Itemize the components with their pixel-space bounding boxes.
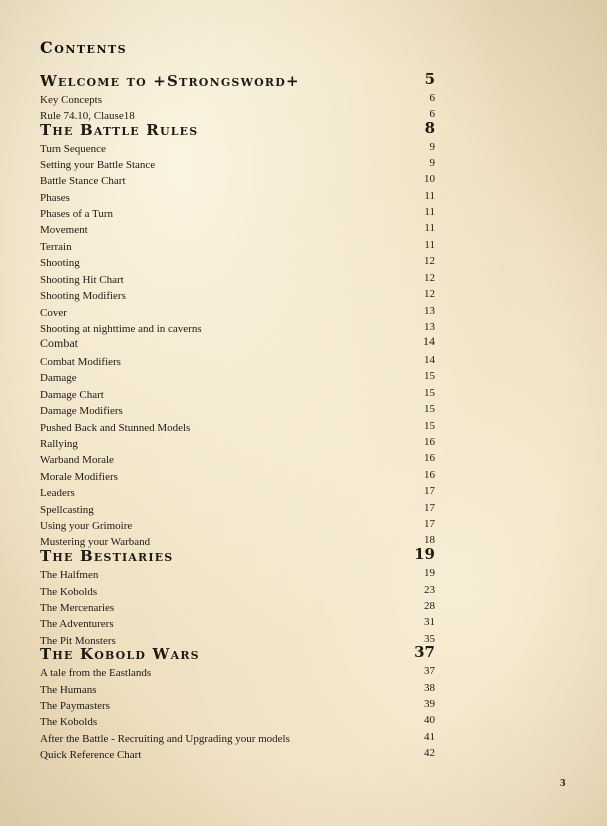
toc-entry[interactable]: [40, 516, 435, 532]
toc-label: Damage Chart: [40, 389, 104, 401]
toc-label: Turn Sequence: [40, 143, 106, 155]
toc-entry[interactable]: [40, 565, 435, 581]
toc-label: The Pit Monsters: [40, 635, 116, 647]
toc-label: The Kobolds: [40, 716, 98, 728]
toc-label: Damage Modifiers: [40, 405, 123, 417]
toc-label: A tale from the Eastlands: [40, 667, 152, 679]
toc-label: Cover: [40, 307, 67, 319]
toc-page: 12: [424, 288, 435, 300]
toc-label: The Kobold Wars: [40, 645, 200, 663]
toc-entry[interactable]: [40, 500, 435, 516]
toc-entry[interactable]: [40, 155, 435, 171]
toc-label: Battle Stance Chart: [40, 175, 126, 187]
toc-entry[interactable]: [40, 598, 435, 614]
toc-page: 11: [424, 190, 435, 202]
toc-page: 11: [424, 206, 435, 218]
toc-page: 9: [429, 141, 435, 153]
toc-page: 11: [424, 239, 435, 251]
toc-label: Phases: [40, 192, 70, 204]
toc-page: 17: [424, 485, 435, 497]
contents-heading: Contents: [40, 38, 128, 57]
toc-page: 5: [424, 70, 435, 88]
toc-page: 37: [424, 665, 435, 677]
toc-entry[interactable]: [40, 614, 435, 630]
toc-label: Rule 74.10, Clause18: [40, 110, 135, 122]
toc-label: The Battle Rules: [40, 121, 199, 139]
toc-label: Warband Morale: [40, 454, 114, 466]
toc-entry[interactable]: [40, 270, 435, 286]
toc-page: 12: [424, 255, 435, 267]
toc-entry[interactable]: [40, 335, 435, 351]
toc-page: 15: [424, 403, 435, 415]
toc-section-kobold-wars[interactable]: [40, 643, 435, 663]
toc-page: 38: [424, 682, 435, 694]
toc-label: Setting your Battle Stance: [40, 159, 156, 171]
toc-page: 14: [424, 354, 435, 366]
toc-page: 11: [424, 222, 435, 234]
toc-label: The Mercenaries: [40, 602, 115, 614]
toc-label: Welcome to +Strongsword+: [40, 72, 300, 90]
toc-label: The Bestiaries: [40, 547, 174, 565]
toc-page: 40: [424, 714, 435, 726]
toc-page: 17: [424, 502, 435, 514]
toc-section-battle-rules[interactable]: [40, 119, 435, 139]
toc-label: The Adventurers: [40, 618, 114, 630]
toc-page: 16: [424, 469, 435, 481]
toc-entry[interactable]: [40, 418, 435, 434]
toc-entry[interactable]: [40, 204, 435, 220]
toc-label: Terrain: [40, 241, 72, 253]
toc-entry[interactable]: [40, 745, 435, 761]
toc-label: Rallying: [40, 438, 78, 450]
toc-label: Using your Grimoire: [40, 520, 133, 532]
toc-page: 28: [424, 600, 435, 612]
toc-entry[interactable]: [40, 90, 435, 106]
toc-entry[interactable]: [40, 680, 435, 696]
toc-page: 23: [424, 584, 435, 596]
toc-label: Quick Reference Chart: [40, 749, 142, 761]
toc-label: After the Battle - Recruiting and Upgrading your models: [40, 733, 290, 745]
toc-label: The Halfmen: [40, 569, 99, 581]
toc-entry[interactable]: [40, 385, 435, 401]
toc-page: 14: [423, 334, 435, 348]
toc-entry[interactable]: [40, 303, 435, 319]
toc-label: Combat: [40, 336, 78, 350]
toc-entry[interactable]: [40, 467, 435, 483]
toc-entry[interactable]: [40, 352, 435, 368]
toc-entry[interactable]: [40, 319, 435, 335]
toc-page: 17: [424, 518, 435, 530]
toc-page: 18: [424, 534, 435, 546]
toc-label: Key Concepts: [40, 94, 103, 106]
toc-label: Shooting at nighttime and in caverns: [40, 323, 202, 335]
toc-page: 19: [414, 545, 435, 563]
toc-label: Leaders: [40, 487, 75, 499]
toc-label: Damage: [40, 372, 77, 384]
toc-label: Phases of a Turn: [40, 208, 114, 220]
toc-page: 13: [424, 305, 435, 317]
toc-page: 16: [424, 452, 435, 464]
toc-page: 42: [424, 747, 435, 759]
toc-entry[interactable]: [40, 253, 435, 269]
toc-entry[interactable]: [40, 483, 435, 499]
toc-page: 35: [424, 633, 435, 645]
toc-entry[interactable]: [40, 237, 435, 253]
toc-entry[interactable]: [40, 188, 435, 204]
toc-page: 41: [424, 731, 435, 743]
toc-label: Shooting: [40, 257, 80, 269]
toc-page: 15: [424, 420, 435, 432]
toc-entry[interactable]: [40, 729, 435, 745]
toc-entry[interactable]: [40, 368, 435, 384]
toc-entry[interactable]: [40, 286, 435, 302]
toc-page: 6: [429, 108, 435, 120]
toc-page: 12: [424, 272, 435, 284]
toc-page: 31: [424, 616, 435, 628]
toc-entry[interactable]: [40, 171, 435, 187]
toc-entry[interactable]: [40, 696, 435, 712]
page-number: 3: [560, 777, 566, 789]
toc-label: The Kobolds: [40, 586, 98, 598]
toc-entry[interactable]: [40, 401, 435, 417]
toc-page: 15: [424, 370, 435, 382]
toc-entry[interactable]: [40, 139, 435, 155]
toc-label: The Humans: [40, 684, 97, 696]
toc-label: Combat Modifiers: [40, 356, 121, 368]
toc-label: Morale Modifiers: [40, 471, 118, 483]
toc-page: 37: [414, 643, 435, 661]
toc-entry[interactable]: [40, 450, 435, 466]
toc-page: 10: [424, 173, 435, 185]
toc-entry[interactable]: [40, 582, 435, 598]
toc-page: 8: [424, 119, 435, 137]
toc-entry[interactable]: [40, 220, 435, 236]
toc-page: 6: [429, 92, 435, 104]
toc-page: 9: [429, 157, 435, 169]
toc-page: 15: [424, 387, 435, 399]
toc-section-bestiaries[interactable]: [40, 545, 435, 565]
toc-entry[interactable]: [40, 712, 435, 728]
toc-label: Movement: [40, 224, 88, 236]
toc-section-welcome[interactable]: [40, 70, 435, 90]
toc-entry[interactable]: [40, 434, 435, 450]
toc-entry[interactable]: [40, 663, 435, 679]
toc-page: 19: [424, 567, 435, 579]
toc-page: 39: [424, 698, 435, 710]
toc-label: Spellcasting: [40, 504, 94, 516]
toc-page: 13: [424, 321, 435, 333]
toc-label: Shooting Modifiers: [40, 290, 126, 302]
toc-label: Mustering your Warband: [40, 536, 151, 548]
toc-page: 16: [424, 436, 435, 448]
toc-label: The Paymasters: [40, 700, 110, 712]
toc-label: Pushed Back and Stunned Models: [40, 422, 191, 434]
toc-label: Shooting Hit Chart: [40, 274, 124, 286]
